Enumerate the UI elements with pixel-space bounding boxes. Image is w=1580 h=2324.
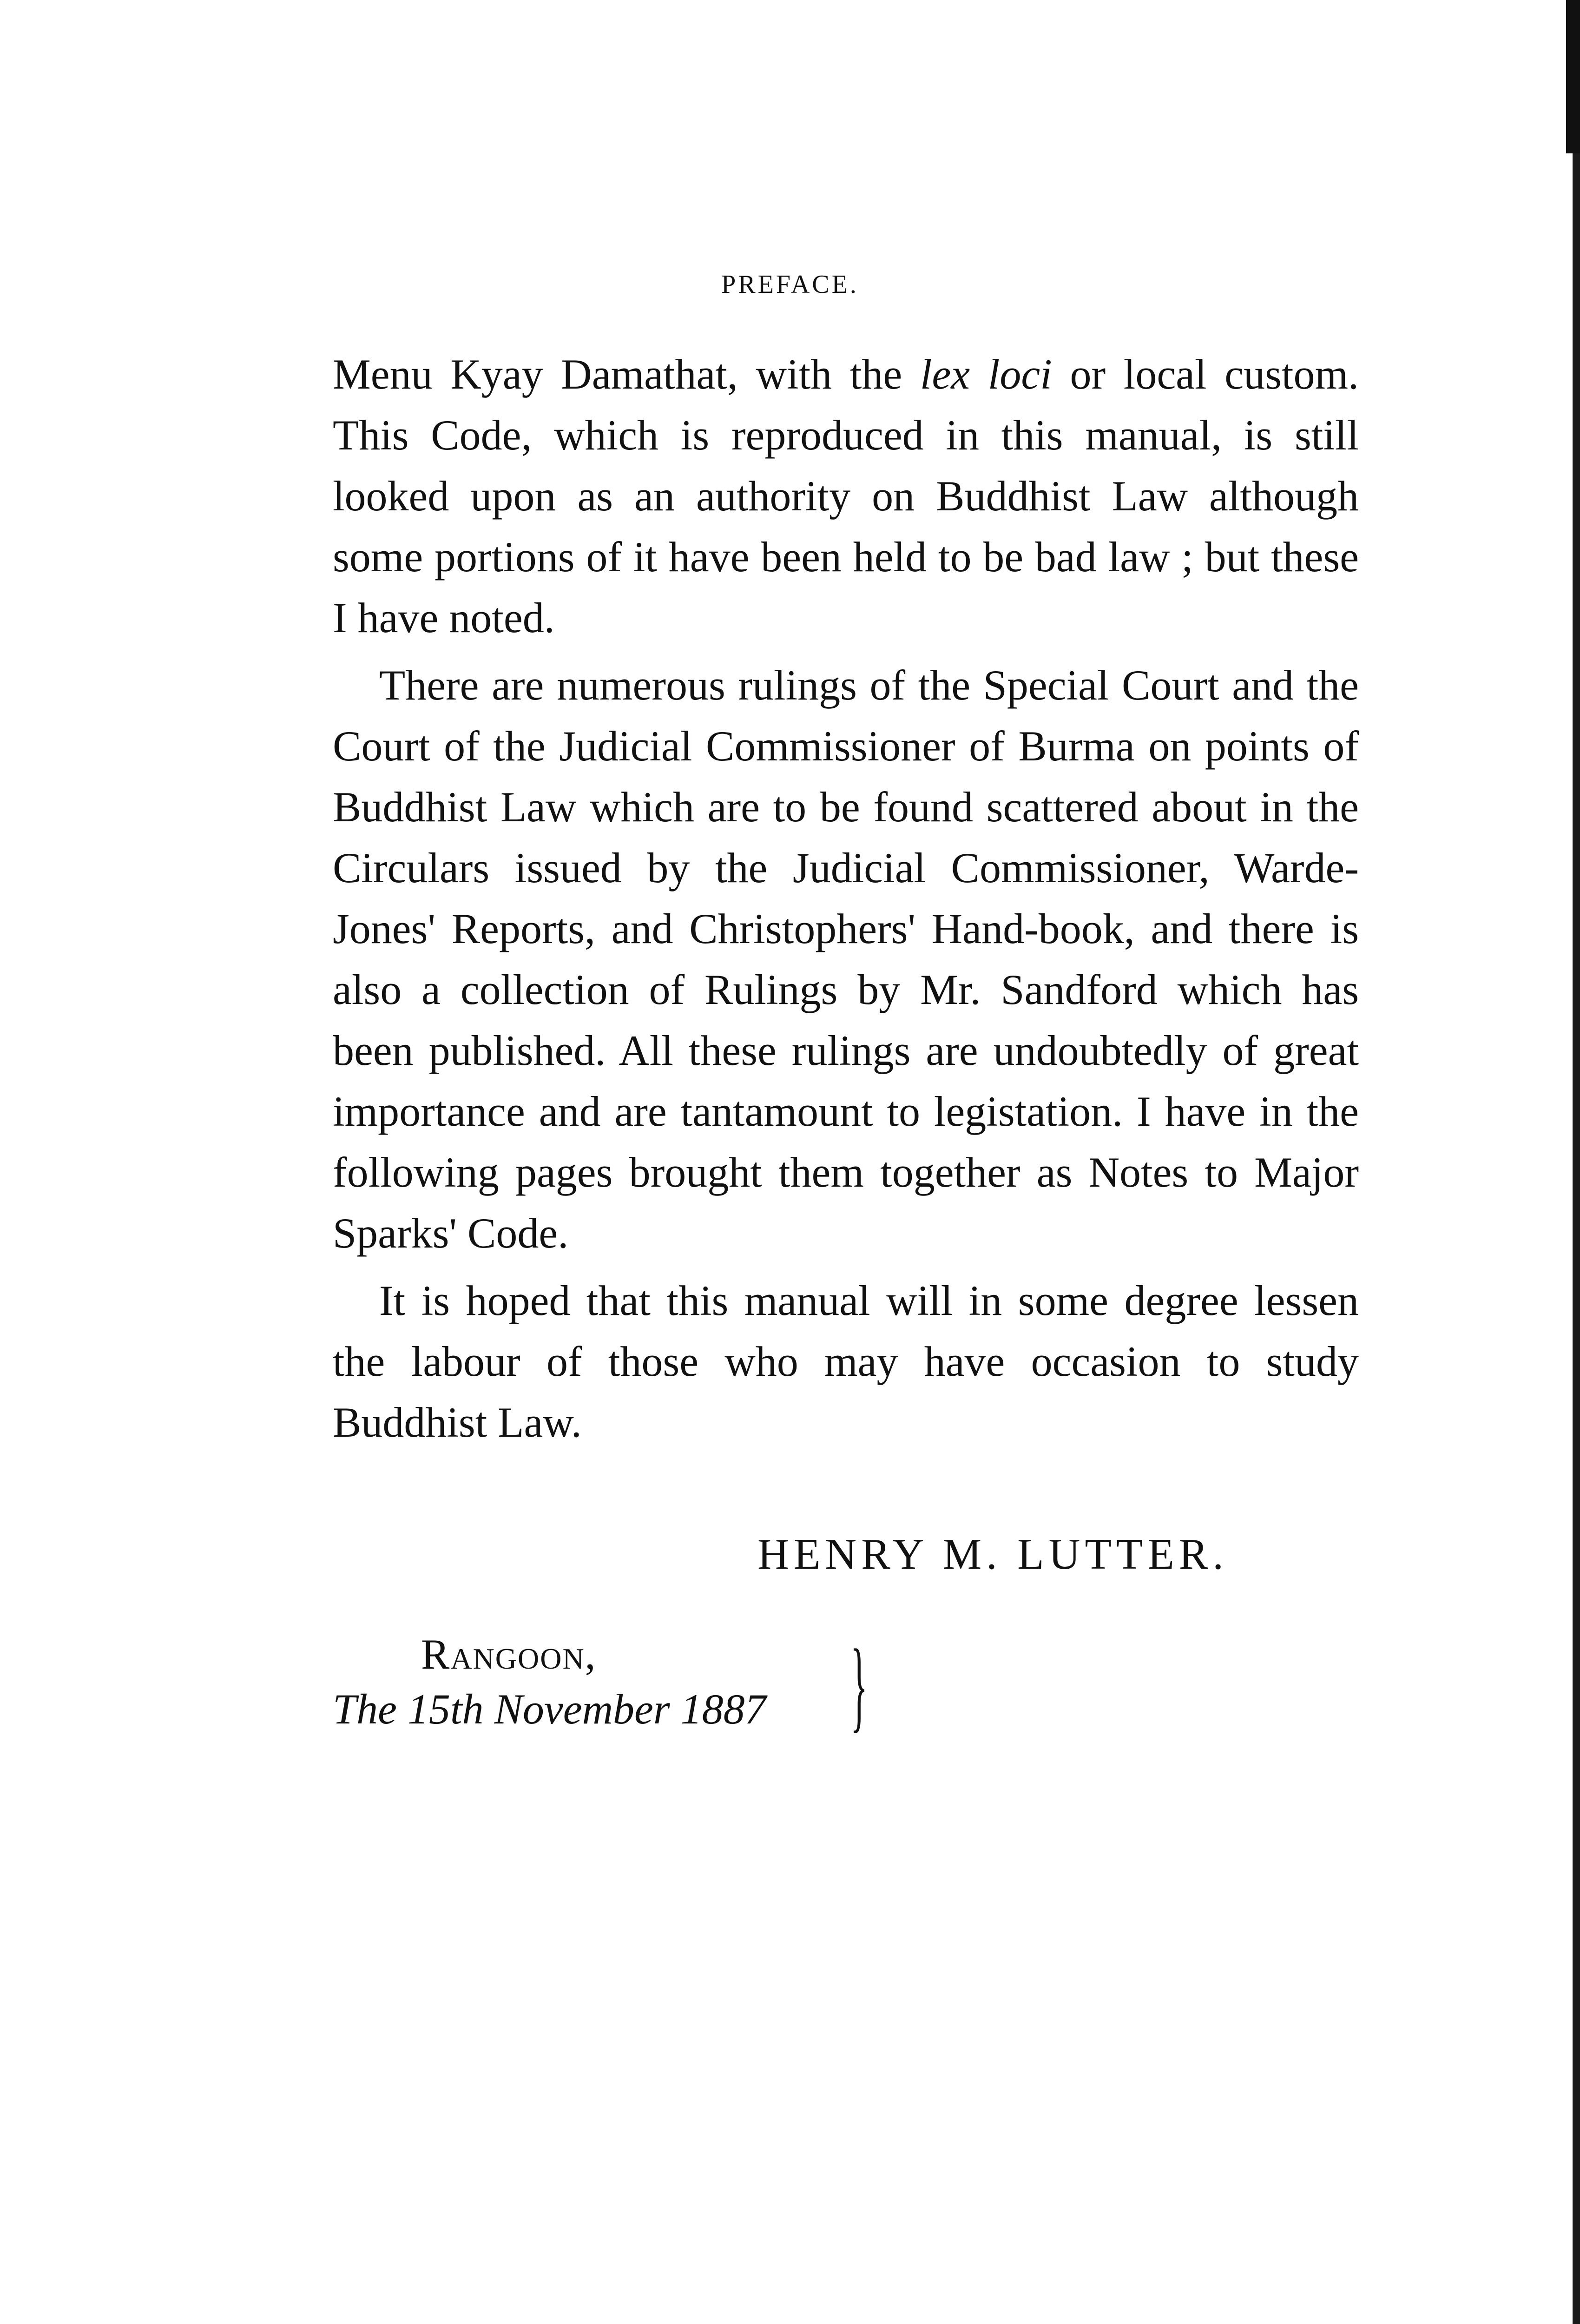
author-signature: HENRY M. LUTTER. [757,1530,1228,1578]
paragraph-3: It is hoped that this manual will in some degree lessen the labour of those who may have occasion to study Buddhist Law. [333,1277,1359,1446]
page-edge-shadow [1573,0,1580,2324]
dateline [333,1627,766,1736]
dateline-place: Rangoon, [421,1631,597,1678]
dateline-brace: } [850,1628,868,1742]
running-head: PREFACE. [721,270,859,299]
italic-phrase: lex loci [920,350,1052,398]
page-edge-shadow-top [1566,0,1580,153]
dateline-date: The 15th November 1887 [333,1685,766,1733]
preface-body [333,344,1359,1459]
paragraph-1: Menu Kyay Damathat, with the lex loci or local custom. This Code, which is reproduced in this manual, is still looked upon as an authority on Buddhist Law although some portions of it have been held to be bad law ; but these I have noted. [333,350,1359,641]
paragraph-2: There are numerous rulings of the Special Court and the Court of the Judicial Commissioner of Burma on points of Buddhist Law which are to be found scattered about in the Circulars issued by the Judicial Commissioner, Warde-Jones' Reports, and Christophers' Hand-book, and there is also a collection of Rulings by Mr. Sandford which has been published. All these rulings are undoubtedly of great importance and are tantamount to legistation. I have in the following pages brought them together as Notes to Major Sparks' Code. [333,661,1359,1257]
